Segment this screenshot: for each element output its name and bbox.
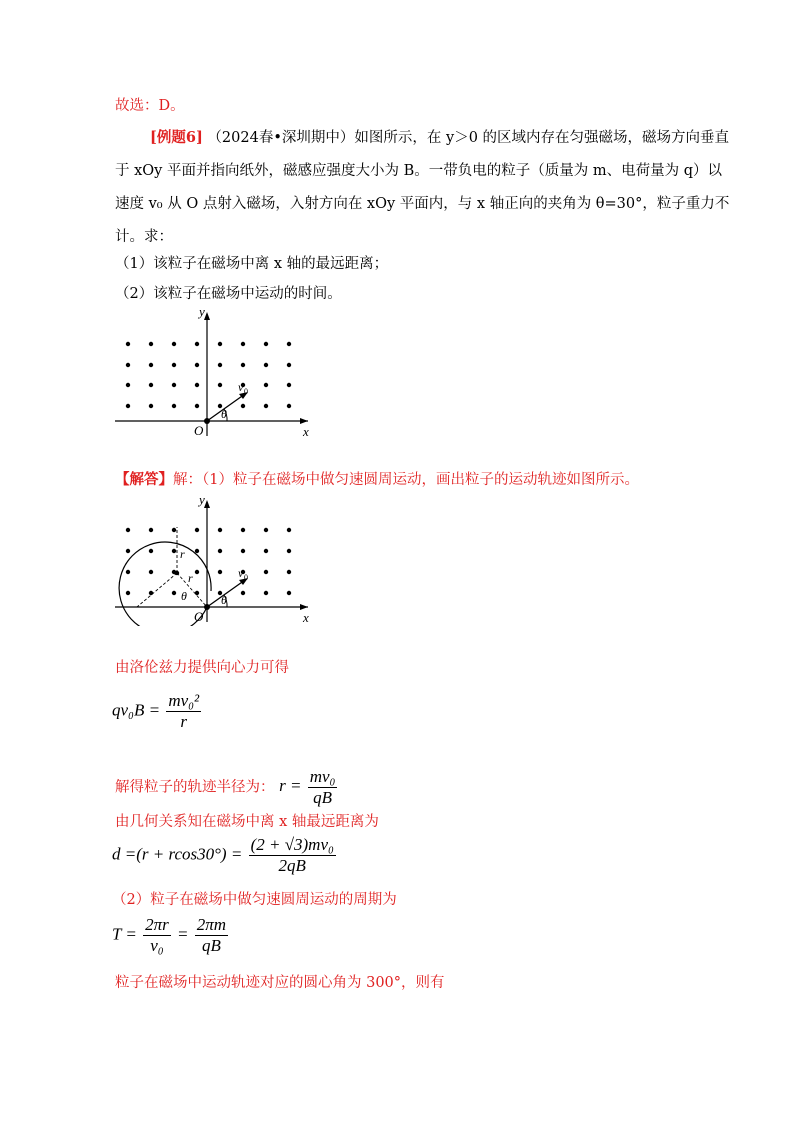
field-dot xyxy=(195,528,199,532)
field-dot xyxy=(287,363,291,367)
question-1: （1）该粒子在磁场中离 x 轴的最远距离； xyxy=(115,256,389,272)
field-dot xyxy=(149,591,153,595)
theta-label: θ xyxy=(221,407,227,421)
field-dot xyxy=(241,549,245,553)
origin-label: O xyxy=(194,423,204,438)
formula-4-equals: = xyxy=(177,924,189,944)
field-dot xyxy=(149,549,153,553)
field-dot xyxy=(264,570,268,574)
field-dot xyxy=(264,591,268,595)
example-source: （2024春•深圳期中） xyxy=(207,130,355,146)
field-dot xyxy=(195,363,199,367)
conclusion-line: 故选：D。 xyxy=(115,98,185,114)
solution-intro: 解：（1）粒子在磁场中做匀速圆周运动，画出粒子的运动轨迹如图所示。 xyxy=(173,472,639,488)
example-line1: 如图所示，在 y＞0 的区域内存在匀强磁场，磁场方向垂直 xyxy=(354,130,730,146)
field-dot xyxy=(126,383,130,387)
formula-lorentz xyxy=(112,692,203,731)
radius-text: 解得粒子的轨迹半径为： xyxy=(115,779,275,796)
field-dot xyxy=(126,363,130,367)
field-dot xyxy=(126,342,130,346)
field-dot xyxy=(218,383,222,387)
formula-4-denominator-1: v₀ xyxy=(150,936,164,955)
field-dot xyxy=(264,383,268,387)
y-axis-label-2: y xyxy=(199,494,205,507)
formula-2-left: r = xyxy=(279,776,302,796)
field-dot xyxy=(287,342,291,346)
y-axis-label: y xyxy=(199,306,205,319)
field-dot xyxy=(264,363,268,367)
formula-period xyxy=(112,916,230,955)
field-dot xyxy=(149,342,153,346)
formula-3-left: d =(r + rcos30°) = xyxy=(112,844,243,864)
field-dot xyxy=(218,528,222,532)
example-line4: 计。求： xyxy=(115,229,173,245)
y-axis-arrow xyxy=(204,312,210,320)
field-dot xyxy=(172,383,176,387)
formula-1-denominator: r xyxy=(180,712,188,731)
figure-solution xyxy=(110,494,320,626)
radius-text-line xyxy=(115,768,339,807)
part2-text: （2）粒子在磁场中做匀速圆周运动的周期为 xyxy=(112,892,397,908)
field-dot xyxy=(126,570,130,574)
magnetic-field-dots xyxy=(126,342,291,408)
radius-label-2: r xyxy=(188,571,193,585)
formula-3-numerator: (2 + √3)mv₀ xyxy=(250,835,334,854)
formula-2-numerator: mv₀ xyxy=(309,767,336,786)
field-dot xyxy=(172,549,176,553)
field-dot xyxy=(241,342,245,346)
field-dot xyxy=(172,528,176,532)
field-dot xyxy=(264,342,268,346)
example-heading-line xyxy=(150,128,729,148)
angle-text: 粒子在磁场中运动轨迹对应的圆心角为 300°，则有 xyxy=(115,975,445,991)
field-dot xyxy=(287,404,291,408)
solution-intro-line xyxy=(115,470,639,490)
formula-1-numerator: mv₀² xyxy=(168,691,200,710)
formula-3-denominator: 2qB xyxy=(278,856,306,875)
field-dot xyxy=(287,383,291,387)
field-dot xyxy=(241,404,245,408)
question-2: （2）该粒子在磁场中运动的时间。 xyxy=(115,286,342,302)
theta-label-2: θ xyxy=(221,593,227,607)
field-dot xyxy=(241,528,245,532)
field-dot xyxy=(218,549,222,553)
formula-4-numerator-2: 2πm xyxy=(196,915,227,934)
velocity-subscript: 0 xyxy=(244,387,248,396)
theta-label-center: θ xyxy=(181,589,187,603)
field-dot xyxy=(218,342,222,346)
formula-4-numerator-1: 2πr xyxy=(145,915,169,934)
field-dot xyxy=(149,528,153,532)
field-dot xyxy=(126,549,130,553)
field-dot xyxy=(149,383,153,387)
field-dot xyxy=(172,404,176,408)
field-dot xyxy=(149,570,153,574)
field-dot xyxy=(195,591,199,595)
field-dot xyxy=(264,549,268,553)
formula-4-left: T = xyxy=(112,924,137,944)
radius-label-1: r xyxy=(180,547,185,561)
field-dot xyxy=(126,528,130,532)
field-dot xyxy=(287,570,291,574)
formula-4-denominator-2: qB xyxy=(201,936,221,955)
field-dot xyxy=(264,528,268,532)
field-dot xyxy=(218,363,222,367)
x-axis-label: x xyxy=(303,424,309,439)
field-dot xyxy=(172,591,176,595)
example-tag: [例题6] xyxy=(150,129,203,146)
field-dot xyxy=(287,549,291,553)
field-dot xyxy=(218,570,222,574)
formula-radius xyxy=(279,767,339,807)
field-dot xyxy=(195,570,199,574)
field-dot xyxy=(195,342,199,346)
magnetic-field-dots-2 xyxy=(126,528,291,595)
example-line2: 于 xOy 平面并指向纸外，磁感应强度大小为 B。一带负电的粒子（质量为 m、电荷量为 q）以 xyxy=(115,163,722,179)
figure-problem xyxy=(110,306,320,440)
field-dot xyxy=(195,549,199,553)
field-dot xyxy=(149,363,153,367)
velocity-subscript-2: 0 xyxy=(244,573,248,582)
example-line3: 速度 v₀ 从 O 点射入磁场，入射方向在 xOy 平面内，与 x 轴正向的夹角为 θ=30°，粒子重力不 xyxy=(115,196,730,212)
field-dot xyxy=(241,591,245,595)
field-dot xyxy=(287,591,291,595)
velocity-label-2: v xyxy=(238,566,244,580)
x-axis-label-2: x xyxy=(303,610,309,625)
y-axis-arrow-2 xyxy=(204,500,210,508)
field-dot xyxy=(195,404,199,408)
geometry-text: 由几何关系知在磁场中离 x 轴最远距离为 xyxy=(115,814,379,830)
field-dot xyxy=(241,363,245,367)
field-dot xyxy=(172,342,176,346)
field-dot xyxy=(172,363,176,367)
formula-1-left: qv₀B = xyxy=(112,700,161,720)
field-dot xyxy=(264,404,268,408)
field-dot xyxy=(195,383,199,387)
field-dot xyxy=(126,404,130,408)
field-dot xyxy=(126,591,130,595)
field-dot xyxy=(287,528,291,532)
lorentz-text: 由洛伦兹力提供向心力可得 xyxy=(115,660,289,676)
formula-2-denominator: qB xyxy=(313,788,333,807)
solution-tag: 【解答】 xyxy=(115,471,173,488)
radius-extension xyxy=(137,573,177,607)
field-dot xyxy=(149,404,153,408)
origin-label-2: O xyxy=(194,609,204,624)
formula-distance xyxy=(112,836,338,875)
velocity-label: v xyxy=(238,380,244,394)
